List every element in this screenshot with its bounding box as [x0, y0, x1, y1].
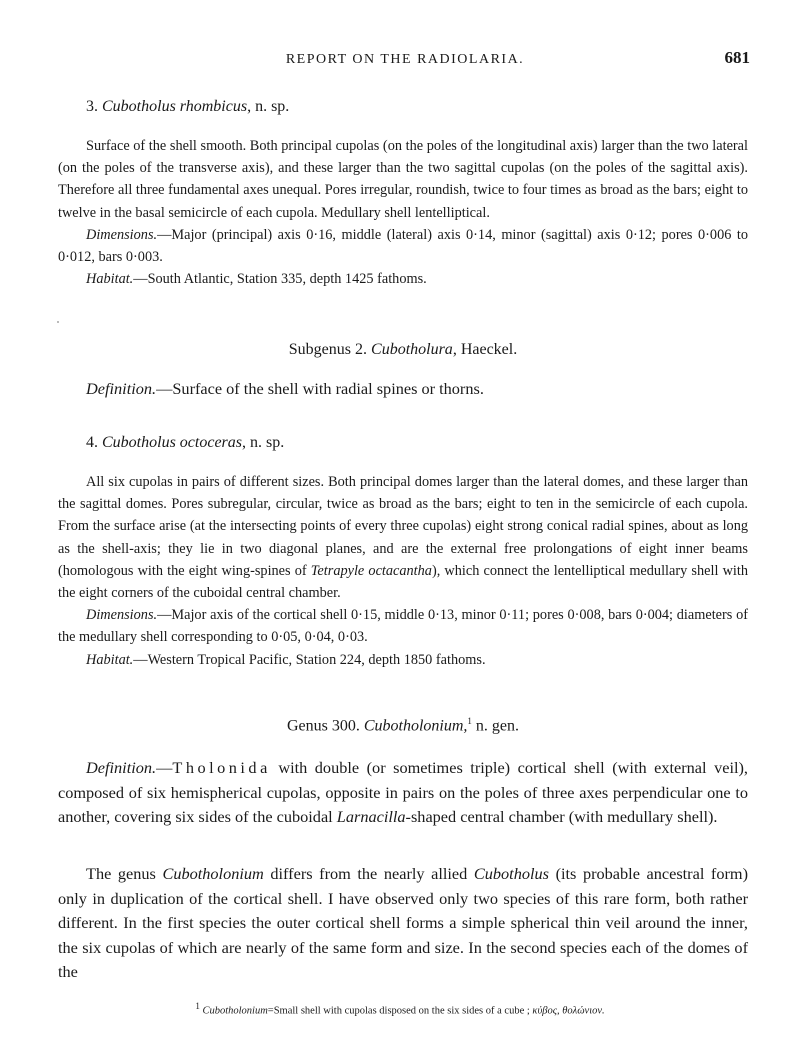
genus-300-heading: Genus 300. Cubotholonium,$^1$ n. gen.: [286, 716, 520, 735]
footnote-term: Cubotholonium: [202, 1005, 268, 1017]
definition-label: Definition.: [86, 758, 157, 777]
genus-300-body: The genus Cubotholonium differs from the nearly allied Cubotholus (its probable ancestral form) only in duplication of the cortical shell. I have observed only two species of this rare form, both rather different. In the first species the outer cortical shell forms a simple spherical thin veil around the inner, the six cupolas of which are nearly of the same form and size. In the second species each of the domes of the: [58, 864, 749, 981]
definition-label: Definition.: [86, 379, 157, 398]
species-suffix: , n. sp.: [247, 98, 290, 115]
habitat-label: Habitat.: [86, 651, 134, 668]
genus-name: Cubotholonium,: [363, 717, 468, 735]
footnote: $^1$ Cubotholonium=Small shell with cupolas disposed on the six sides of a cube ; κύβος, θολώνιον.: [195, 1001, 605, 1017]
species-4-dimensions: Dimensions.—Major axis of the cortical shell 0·15, middle 0·13, minor 0·11; pores 0·008, bars 0·004; diameters of the medullary shell corresponding to 0·05, 0·04, 0·03.: [58, 607, 748, 646]
species-suffix: , n. sp.: [242, 434, 285, 451]
page-header: [60, 48, 750, 72]
species-3-dimensions: Dimensions.—Major (principal) axis 0·16, middle (lateral) axis 0·14, minor (sagittal) axis 0·12; pores 0·006 to 0·012, bars 0·003.: [58, 226, 748, 266]
species-4-heading: [86, 434, 776, 452]
dimensions-label: Dimensions.: [86, 607, 158, 624]
footnote-marker: 1: [467, 716, 472, 726]
spaced-term: Tholonida: [172, 758, 271, 777]
genus-300-definition: Definition.—Tholonida with double (or sometimes triple) cortical shell (with external veil), composed of six hemispherical cupolas, opposite in pairs on the poles of three axes perpendicular one to another, covering six sides of the cuboidal Larnacilla-shaped central chamber (with medullary shell).: [58, 758, 748, 826]
species-3-body: [58, 135, 748, 290]
subgenus-2-heading: Subgenus 2. Cubotholura, Haeckel.: [288, 341, 518, 358]
subgenus-name: Cubotholura: [371, 341, 453, 358]
species-4-description: All six cupolas in pairs of different sizes. Both principal domes larger than the lateral domes, and these larger than the sagittal domes. Pores subregular, circular, twice as broad as the bars; eight to ten in the semicircle of each cupola. From the surface arise (at the intersecting points of every three cupolas) eight strong conical radial spines, about as long as the shell-axis; they lie in two diagonal planes, and are the external free prolongations of eight inner beams (homologous with the eight wing-spines of Tetrapyle octacantha), which connect the lentelliptical medullary shell with the eight corners of the cuboidal central chamber.: [58, 474, 748, 602]
species-4-habitat: Habitat.—Western Tropical Pacific, Station 224, depth 1850 fathoms.: [86, 651, 486, 668]
species-3-habitat: Habitat.—South Atlantic, Station 335, depth 1425 fathoms.: [86, 271, 427, 288]
dimensions-label: Dimensions.: [86, 226, 158, 243]
species-3-heading: [86, 98, 776, 116]
habitat-label: Habitat.: [86, 271, 134, 288]
species-name: Cubotholus octoceras: [102, 434, 242, 451]
species-4-body: [58, 471, 748, 671]
footnote-greek: κύβος, θολώνιον.: [532, 1005, 605, 1017]
species-number: 4.: [86, 434, 98, 451]
subgenus-2-definition: Definition.—Surface of the shell with radial spines or thorns.: [86, 379, 484, 398]
species-3-description: Surface of the shell smooth. Both principal cupolas (on the poles of the longitudinal axis) larger than the two lateral (on the poles of the transverse axis), and these larger than the two sagittal cupolas (on the poles of the sagittal axis). Therefore all three fundamental axes unequal. Pores irregular, roundish, twice to four times as broad as the bars; eight to twelve in the basal semicircle of each cupola. Medullary shell lentelliptical.: [58, 138, 748, 221]
species-name: Cubotholus rhombicus: [102, 98, 248, 115]
running-title: REPORT ON THE RADIOLARIA.: [285, 52, 525, 67]
species-number: 3.: [86, 98, 98, 115]
print-speck: [57, 321, 59, 323]
page-number: 681: [724, 48, 750, 67]
